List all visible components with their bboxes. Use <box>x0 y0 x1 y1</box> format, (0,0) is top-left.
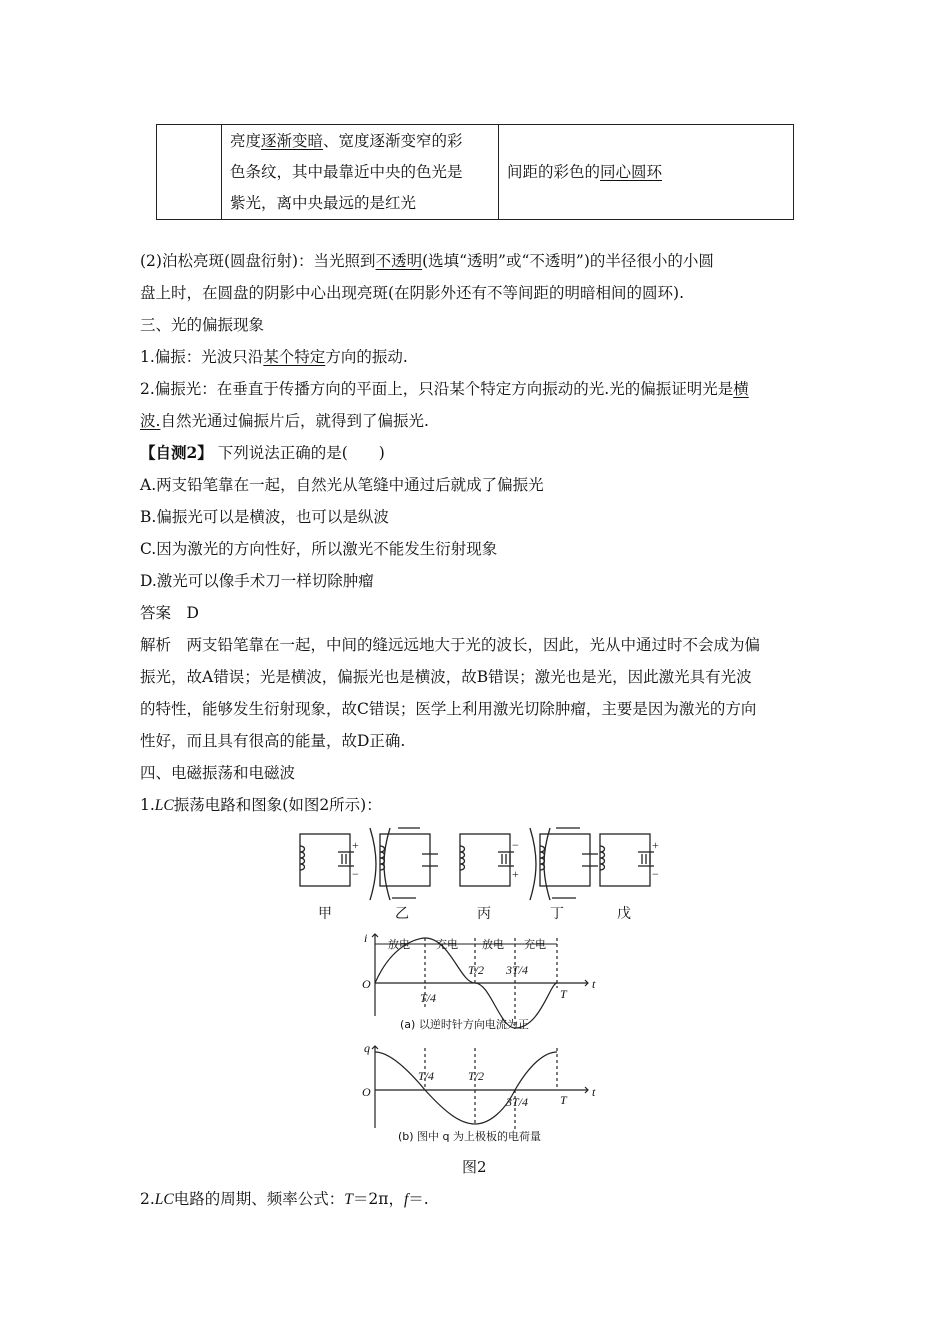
poisson-line-1: (2)泊松亮斑(圆盘衍射)：当光照到不透明(选填“透明”或“不透明”)的半径很小的小圆 <box>140 252 714 270</box>
section4-heading: 四、电磁振荡和电磁波 <box>140 764 296 782</box>
charge-graph <box>360 1040 600 1140</box>
quiz-question: 【自测2】 下列说法正确的是( ) <box>140 443 385 462</box>
graph-a-tick-2: T/2 <box>468 963 485 977</box>
quiz-option-d: D.激光可以像手术刀一样切除肿瘤 <box>140 572 374 590</box>
graph-a-y-label: i <box>364 931 368 945</box>
table-empty-cell <box>157 125 222 220</box>
graph-b-caption: (b) 图中 q 为上极板的电荷量 <box>398 1130 542 1143</box>
graph-b-x-label: t <box>592 1085 596 1099</box>
circuit-label-yi: 乙 <box>395 907 409 922</box>
graph-a-phase-3: 放电 <box>482 939 504 951</box>
graph-a-tick-1: T/4 <box>420 991 437 1005</box>
graph-b-tick-3: 3T/4 <box>506 1095 529 1109</box>
table-mid-line-3: 紫光，离中央最远的是红光 <box>230 193 417 212</box>
lc-circuit-intro: 1.LC振荡电路和图象(如图2所示)： <box>140 796 382 814</box>
circuit-label-jia: 甲 <box>318 907 332 922</box>
polarized-light-line-2: 波.自然光通过偏振片后，就得到了偏振光. <box>140 412 429 430</box>
graph-a-caption: (a) 以逆时针方向电流为正 <box>400 1018 529 1031</box>
svg-text:−: − <box>652 867 659 881</box>
lc-circuits-figure <box>280 824 680 924</box>
quiz-answer: 答案 D <box>140 604 199 622</box>
circuit-yi <box>370 828 438 900</box>
circuit-label-wu: 戊 <box>617 907 631 922</box>
circuit-label-ding: 丁 <box>550 907 564 922</box>
circuit-label-bing: 丙 <box>477 907 491 922</box>
graph-b-origin: O <box>362 1085 371 1099</box>
graph-a-x-label: t <box>592 977 596 991</box>
graph-b-y-label: q <box>364 1041 370 1055</box>
circuit-jia <box>300 834 354 886</box>
graph-b-tick-1: T/4 <box>418 1069 435 1083</box>
svg-text:+: + <box>352 838 359 852</box>
analysis-line-4: 性好，而且具有很高的能量，故D正确. <box>140 732 406 750</box>
circuit-bing <box>460 834 514 886</box>
quiz-option-c: C.因为激光的方向性好，所以激光不能发生衍射现象 <box>140 540 498 558</box>
section3-heading: 三、光的偏振现象 <box>140 316 265 334</box>
graph-a-tick-3: 3T/4 <box>506 963 529 977</box>
graph-a-phase-4: 充电 <box>524 939 546 951</box>
analysis-line-1: 解析 两支铅笔靠在一起，中间的缝远远地大于光的波长，因此，光从中通过时不会成为偏 <box>140 636 761 654</box>
circuit-wu <box>600 834 654 886</box>
graph-a-phase-1: 放电 <box>388 939 410 951</box>
poisson-line-2: 盘上时，在圆盘的阴影中心出现亮斑(在阴影外还有不等间距的明暗相间的圆环). <box>140 284 685 302</box>
table-mid-line-1: 亮度逐渐变暗、宽度逐渐变窄的彩 <box>230 131 463 150</box>
comparison-table <box>156 124 794 220</box>
table-mid-line-2: 色条纹，其中最靠近中央的色光是 <box>230 162 463 181</box>
svg-text:−: − <box>352 867 359 881</box>
graph-b-tick-4: T <box>560 1093 567 1107</box>
graph-a-origin: O <box>362 977 371 991</box>
svg-text:+: + <box>652 838 659 852</box>
polarized-light-line-1: 2.偏振光：在垂直于传播方向的平面上，只沿某个特定方向振动的光.光的偏振证明光是横 <box>140 380 749 398</box>
graph-b-tick-2: T/2 <box>468 1069 485 1083</box>
quiz-option-b: B.偏振光可以是横波，也可以是纵波 <box>140 508 389 526</box>
analysis-line-2: 振光，故A错误；光是横波，偏振光也是横波，故B错误；激光也是光，因此激光具有光波 <box>140 668 752 686</box>
table-right-cell: 间距的彩色的同心圆环 <box>499 125 794 220</box>
graph-a-phase-2: 充电 <box>436 939 458 951</box>
polarization-def: 1.偏振：光波只沿某个特定方向的振动. <box>140 348 408 366</box>
analysis-line-3: 的特性，能够发生衍射现象，故C错误；医学上利用激光切除肿瘤，主要是因为激光的方向 <box>140 700 757 718</box>
quiz-option-a: A.两支铅笔靠在一起，自然光从笔缝中通过后就成了偏振光 <box>140 476 544 494</box>
lc-period-formula: 2.LC电路的周期、频率公式：T＝2π，f＝. <box>140 1190 429 1208</box>
table-middle-cell <box>222 125 499 220</box>
figure-caption: 图2 <box>462 1158 487 1176</box>
svg-text:+: + <box>512 867 519 881</box>
graph-a-tick-4: T <box>560 987 567 1001</box>
circuit-ding <box>530 828 598 900</box>
svg-text:−: − <box>512 838 519 852</box>
